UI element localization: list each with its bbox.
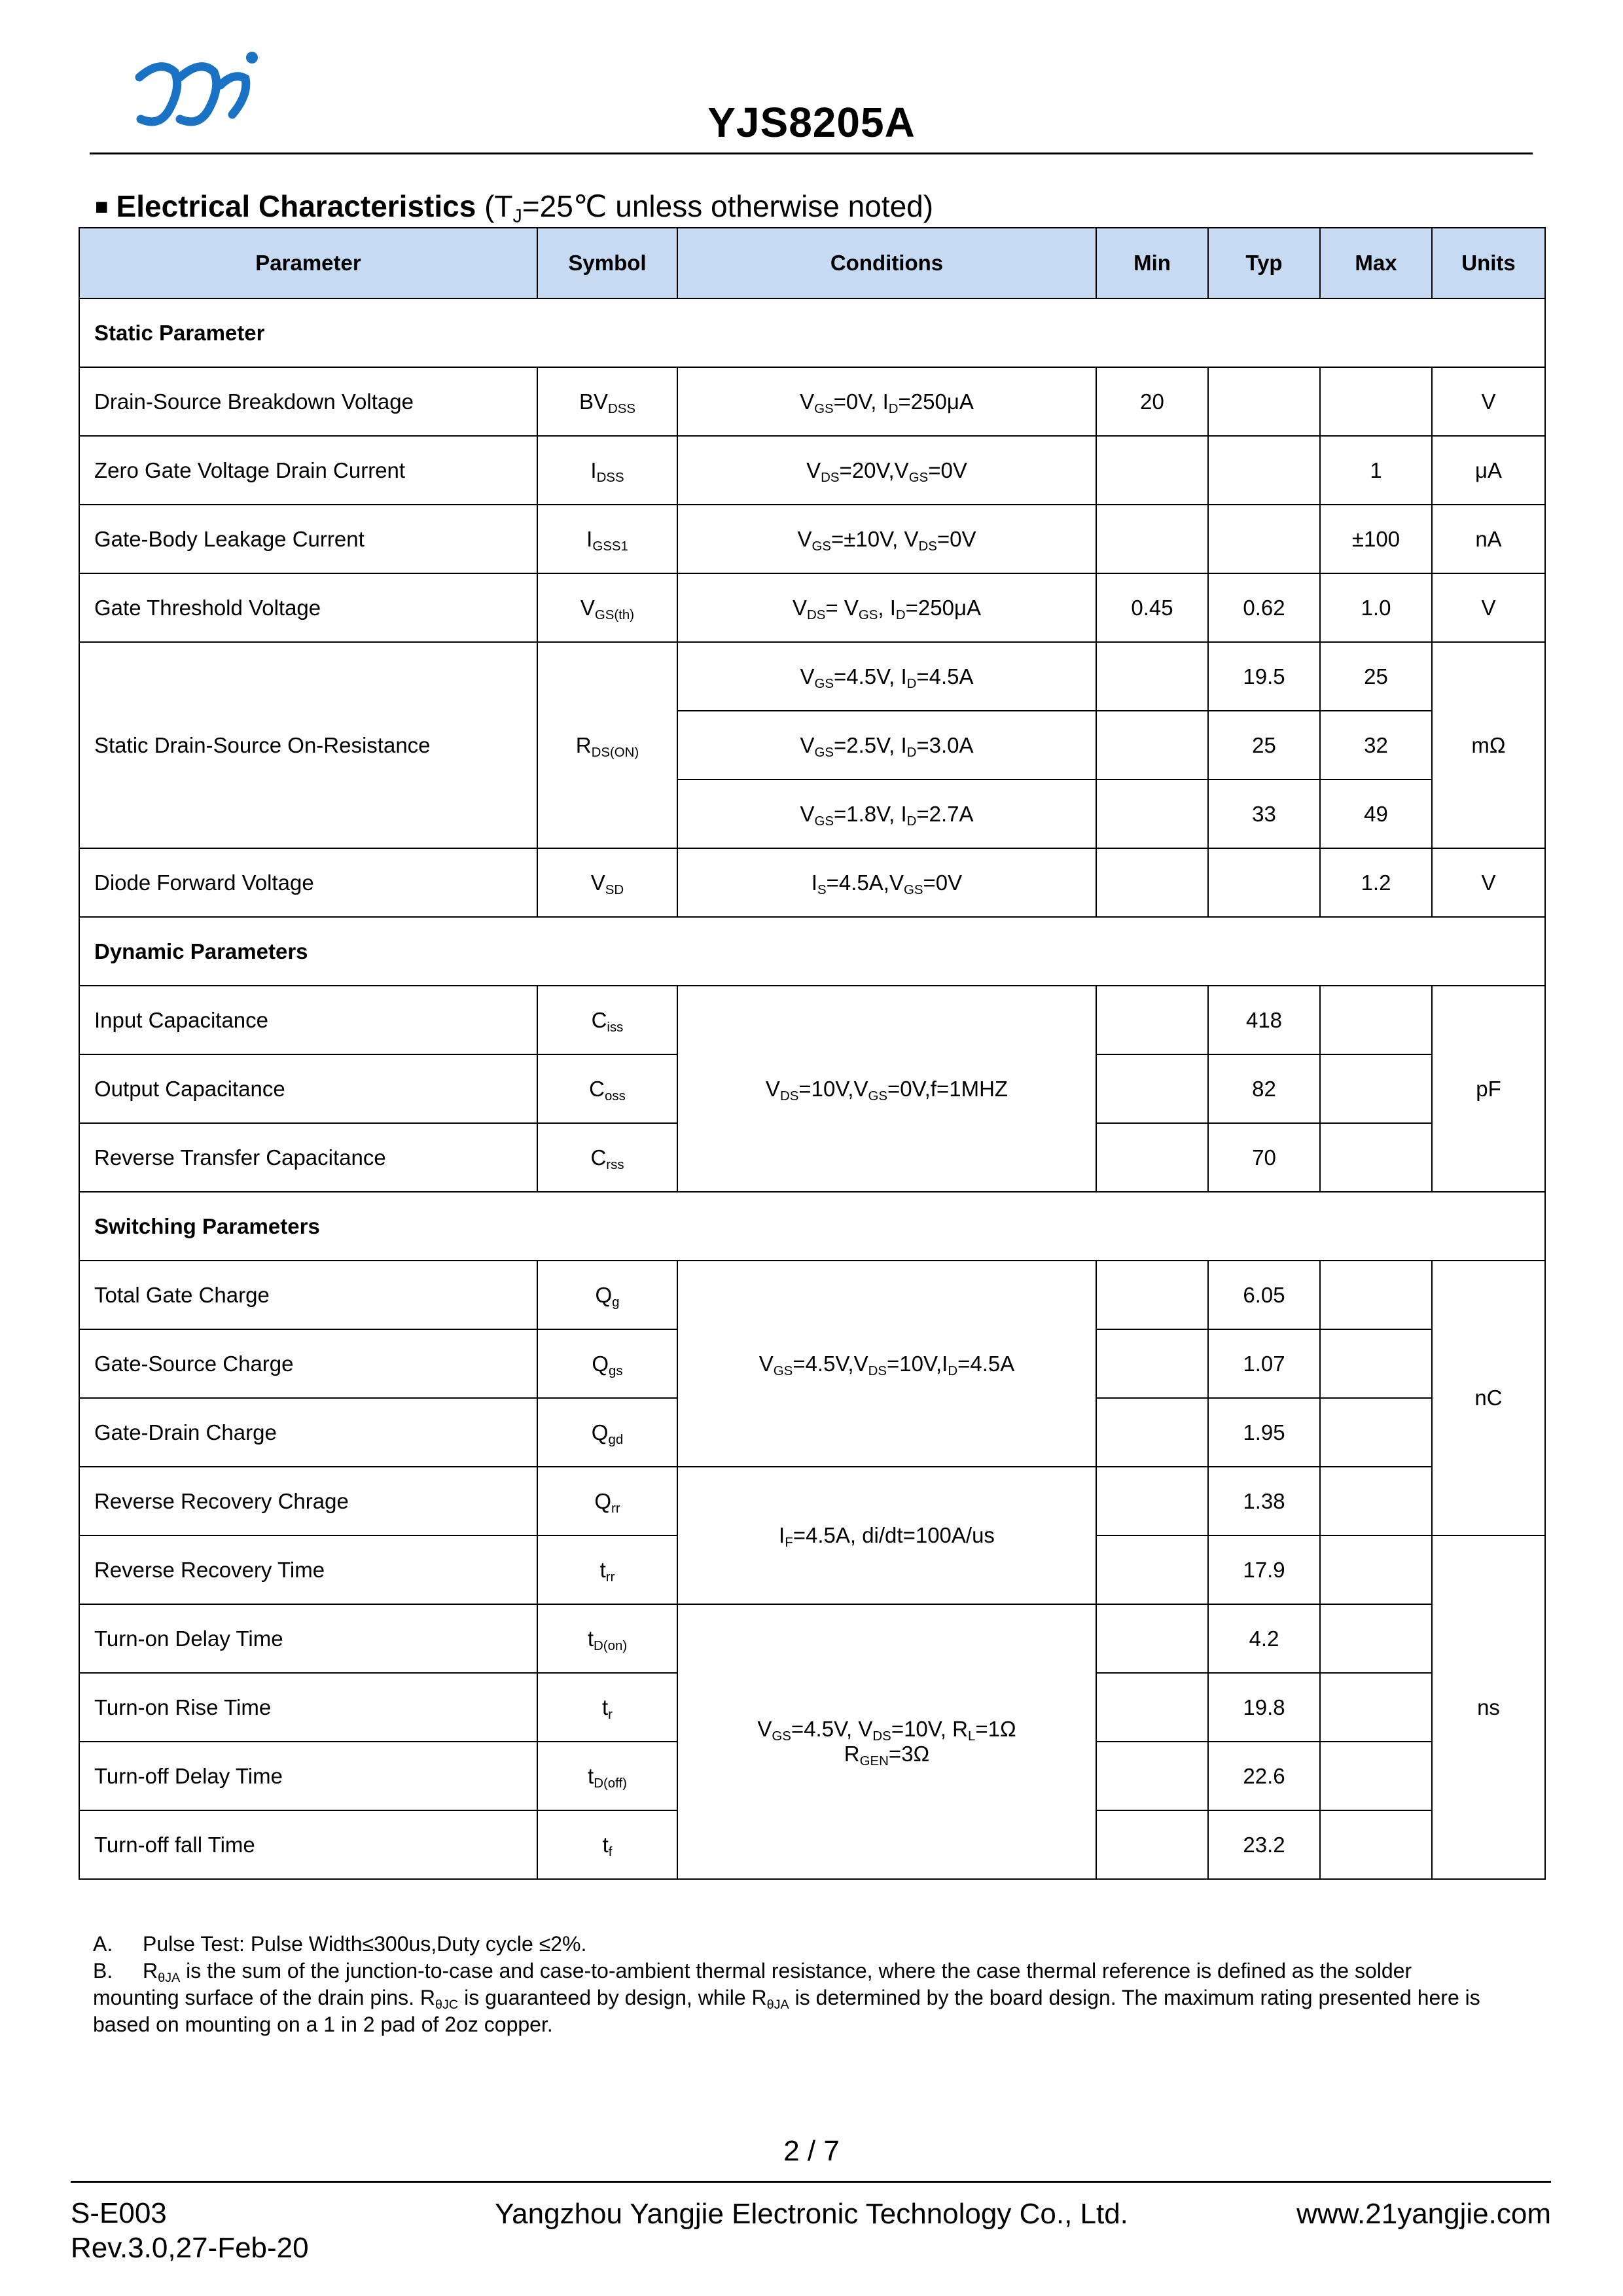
- header-typ: Typ: [1208, 228, 1320, 298]
- units-cell: ns: [1432, 1535, 1545, 1879]
- typ-cell: 25: [1208, 711, 1320, 780]
- min-cell: [1096, 1604, 1208, 1673]
- symbol-cell: $I_{GSS1}$: [537, 505, 677, 573]
- min-cell: [1096, 1535, 1208, 1604]
- param-cell: Gate-Source Charge: [79, 1329, 537, 1398]
- min-cell: [1096, 848, 1208, 917]
- min-cell: [1096, 1054, 1208, 1123]
- param-cell: Gate-Body Leakage Current: [79, 505, 537, 573]
- typ-cell: 4.2: [1208, 1604, 1320, 1673]
- table-header-row: [79, 228, 1545, 298]
- max-cell: 1.2: [1320, 848, 1432, 917]
- conditions-cell: $V_{DS}= V_{GS}$, $I_D=250\mu A$: [677, 573, 1096, 642]
- min-cell: [1096, 1123, 1208, 1192]
- param-cell: Input Capacitance: [79, 986, 537, 1054]
- min-cell: [1096, 505, 1208, 573]
- header-symbol: Symbol: [537, 228, 677, 298]
- header-conditions: Conditions: [677, 228, 1096, 298]
- units-cell: μA: [1432, 436, 1545, 505]
- footnotes: [93, 1931, 1500, 2038]
- max-cell: [1320, 1329, 1432, 1398]
- max-cell: ±100: [1320, 505, 1432, 573]
- section-title-bold: Electrical Characteristics: [116, 189, 476, 223]
- symbol-cell: $C_{rss}$: [537, 1123, 677, 1192]
- conditions-cell: $V_{GS}=4.5V$, $I_D=4.5A$: [677, 642, 1096, 711]
- electrical-characteristics-table: [79, 227, 1546, 1880]
- param-cell: Turn-off Delay Time: [79, 1742, 537, 1810]
- table-row: [79, 505, 1545, 573]
- param-cell: Zero Gate Voltage Drain Current: [79, 436, 537, 505]
- revision: Rev.3.0,27-Feb-20: [71, 2232, 309, 2264]
- min-cell: [1096, 711, 1208, 780]
- param-cell: Output Capacitance: [79, 1054, 537, 1123]
- conditions-cell: $V_{GS}=2.5V$, $I_D=3.0A$: [677, 711, 1096, 780]
- typ-cell: 17.9: [1208, 1535, 1320, 1604]
- max-cell: [1320, 1261, 1432, 1329]
- symbol-cell: $t_f$: [537, 1810, 677, 1879]
- min-cell: [1096, 1742, 1208, 1810]
- typ-cell: 1.95: [1208, 1398, 1320, 1467]
- typ-cell: 19.5: [1208, 642, 1320, 711]
- max-cell: 1: [1320, 436, 1432, 505]
- units-cell: pF: [1432, 986, 1545, 1192]
- units-cell: V: [1432, 367, 1545, 436]
- max-cell: [1320, 367, 1432, 436]
- min-cell: [1096, 436, 1208, 505]
- typ-cell: [1208, 505, 1320, 573]
- conditions-cell: $V_{DS}=10V,V_{GS}=0V,f=1MHZ$: [677, 986, 1096, 1192]
- table-row: [79, 1261, 1545, 1329]
- section-static: Static Parameter: [79, 298, 1545, 367]
- typ-cell: 22.6: [1208, 1742, 1320, 1810]
- symbol-cell: $R_{DS(ON)}$: [537, 642, 677, 848]
- symbol-cell: $Q_{rr}$: [537, 1467, 677, 1535]
- square-bullet-icon: ■: [95, 194, 109, 219]
- typ-cell: 70: [1208, 1123, 1320, 1192]
- param-cell: Reverse Recovery Time: [79, 1535, 537, 1604]
- header-parameter: Parameter: [79, 228, 537, 298]
- note-b: B. $R_{\theta JA}$ is the sum of the junction-to-case and case-to-ambient thermal resistance, where the case thermal reference is defined as the solder mounting surface of the drain pins. $R_{\theta JC}$ is guaranteed by design, while $R_{\theta JA}$ is determined by the board design. The maximum rating presented here is based on mounting on a 1 in 2 pad of 2oz copper.: [93, 1959, 1480, 2036]
- param-cell: Gate-Drain Charge: [79, 1398, 537, 1467]
- symbol-cell: $I_{DSS}$: [537, 436, 677, 505]
- max-cell: [1320, 1604, 1432, 1673]
- max-cell: [1320, 986, 1432, 1054]
- header-rule: [90, 152, 1533, 154]
- table-row: [79, 986, 1545, 1054]
- max-cell: 49: [1320, 780, 1432, 848]
- min-cell: [1096, 1673, 1208, 1742]
- min-cell: [1096, 986, 1208, 1054]
- typ-cell: 19.8: [1208, 1673, 1320, 1742]
- conditions-cell: $V_{GS}=4.5V$, $V_{DS}=10V$, $R_L=1\Omega$ $R_{GEN}=3\Omega$: [677, 1604, 1096, 1879]
- symbol-cell: $BV_{DSS}$: [537, 367, 677, 436]
- symbol-cell: $Q_g$: [537, 1261, 677, 1329]
- min-cell: [1096, 1261, 1208, 1329]
- company-name: Yangzhou Yangjie Electronic Technology Co., Ltd.: [495, 2198, 1128, 2230]
- min-cell: [1096, 780, 1208, 848]
- param-cell: Turn-off fall Time: [79, 1810, 537, 1879]
- symbol-cell: $Q_{gs}$: [537, 1329, 677, 1398]
- table-row: [79, 436, 1545, 505]
- footer-rule: [71, 2181, 1551, 2183]
- param-cell: Drain-Source Breakdown Voltage: [79, 367, 537, 436]
- typ-cell: 6.05: [1208, 1261, 1320, 1329]
- typ-cell: 33: [1208, 780, 1320, 848]
- doc-code: S-E003: [71, 2197, 167, 2229]
- units-cell: mΩ: [1432, 642, 1545, 848]
- param-cell: Turn-on Delay Time: [79, 1604, 537, 1673]
- table-row: [79, 642, 1545, 711]
- typ-cell: 418: [1208, 986, 1320, 1054]
- symbol-cell: $V_{GS(th)}$: [537, 573, 677, 642]
- conditions-cell: $V_{GS}=4.5V,V_{DS}=10V,I_D=4.5A$: [677, 1261, 1096, 1467]
- header-min: Min: [1096, 228, 1208, 298]
- section-title: [95, 188, 934, 227]
- units-cell: nA: [1432, 505, 1545, 573]
- conditions-cell: $V_{DS}=20V,V_{GS}=0V$: [677, 436, 1096, 505]
- conditions-cell: $V_{GS}=\pm 10V$, $V_{DS}=0V$: [677, 505, 1096, 573]
- symbol-cell: $V_{SD}$: [537, 848, 677, 917]
- symbol-cell: $C_{oss}$: [537, 1054, 677, 1123]
- min-cell: [1096, 1329, 1208, 1398]
- typ-cell: 0.62: [1208, 573, 1320, 642]
- param-cell: Turn-on Rise Time: [79, 1673, 537, 1742]
- symbol-cell: $C_{iss}$: [537, 986, 677, 1054]
- conditions-cell: $V_{GS}=1.8V$, $I_D=2.7A$: [677, 780, 1096, 848]
- conditions-cell: $V_{GS}=0V$, $I_D=250\mu A$: [677, 367, 1096, 436]
- typ-cell: 1.38: [1208, 1467, 1320, 1535]
- typ-cell: 82: [1208, 1054, 1320, 1123]
- table-row: [79, 1604, 1545, 1673]
- header-max: Max: [1320, 228, 1432, 298]
- param-cell: Total Gate Charge: [79, 1261, 537, 1329]
- typ-cell: [1208, 436, 1320, 505]
- typ-cell: 1.07: [1208, 1329, 1320, 1398]
- table-row: [79, 367, 1545, 436]
- param-cell: Gate Threshold Voltage: [79, 573, 537, 642]
- website-link[interactable]: www.21yangjie.com: [1296, 2198, 1551, 2230]
- symbol-cell: $t_{rr}$: [537, 1535, 677, 1604]
- max-cell: [1320, 1398, 1432, 1467]
- max-cell: [1320, 1054, 1432, 1123]
- param-cell: Reverse Transfer Capacitance: [79, 1123, 537, 1192]
- max-cell: [1320, 1810, 1432, 1879]
- max-cell: 32: [1320, 711, 1432, 780]
- section-switching: Switching Parameters: [79, 1192, 1545, 1261]
- page-number: 2 / 7: [783, 2135, 840, 2167]
- max-cell: [1320, 1467, 1432, 1535]
- units-cell: V: [1432, 573, 1545, 642]
- section-dynamic: Dynamic Parameters: [79, 917, 1545, 986]
- min-cell: 20: [1096, 367, 1208, 436]
- min-cell: [1096, 1810, 1208, 1879]
- max-cell: [1320, 1535, 1432, 1604]
- section-condition: ($T_J=25℃$ unless otherwise noted): [484, 189, 934, 227]
- note-a: A. Pulse Test: Pulse Width≤300us,Duty cycle ≤2%.: [93, 1932, 587, 1956]
- units-cell: nC: [1432, 1261, 1545, 1535]
- symbol-cell: $t_{D(on)}$: [537, 1604, 677, 1673]
- max-cell: 1.0: [1320, 573, 1432, 642]
- symbol-cell: $t_{D(off)}$: [537, 1742, 677, 1810]
- min-cell: [1096, 1467, 1208, 1535]
- max-cell: [1320, 1673, 1432, 1742]
- param-cell: Reverse Recovery Chrage: [79, 1467, 537, 1535]
- document-title: YJS8205A: [707, 99, 916, 146]
- min-cell: [1096, 642, 1208, 711]
- symbol-cell: $Q_{gd}$: [537, 1398, 677, 1467]
- max-cell: [1320, 1123, 1432, 1192]
- table-row: [79, 1467, 1545, 1535]
- units-cell: V: [1432, 848, 1545, 917]
- max-cell: 25: [1320, 642, 1432, 711]
- max-cell: [1320, 1742, 1432, 1810]
- table-row: [79, 573, 1545, 642]
- param-cell: Static Drain-Source On-Resistance: [79, 642, 537, 848]
- min-cell: [1096, 1398, 1208, 1467]
- typ-cell: [1208, 367, 1320, 436]
- conditions-cell: $I_F=4.5A$, di/dt=100A/us: [677, 1467, 1096, 1604]
- typ-cell: [1208, 848, 1320, 917]
- param-cell: Diode Forward Voltage: [79, 848, 537, 917]
- symbol-cell: $t_r$: [537, 1673, 677, 1742]
- min-cell: 0.45: [1096, 573, 1208, 642]
- header-units: Units: [1432, 228, 1545, 298]
- typ-cell: 23.2: [1208, 1810, 1320, 1879]
- conditions-cell: $I_S=4.5A,V_{GS}=0V$: [677, 848, 1096, 917]
- table-row: [79, 848, 1545, 917]
